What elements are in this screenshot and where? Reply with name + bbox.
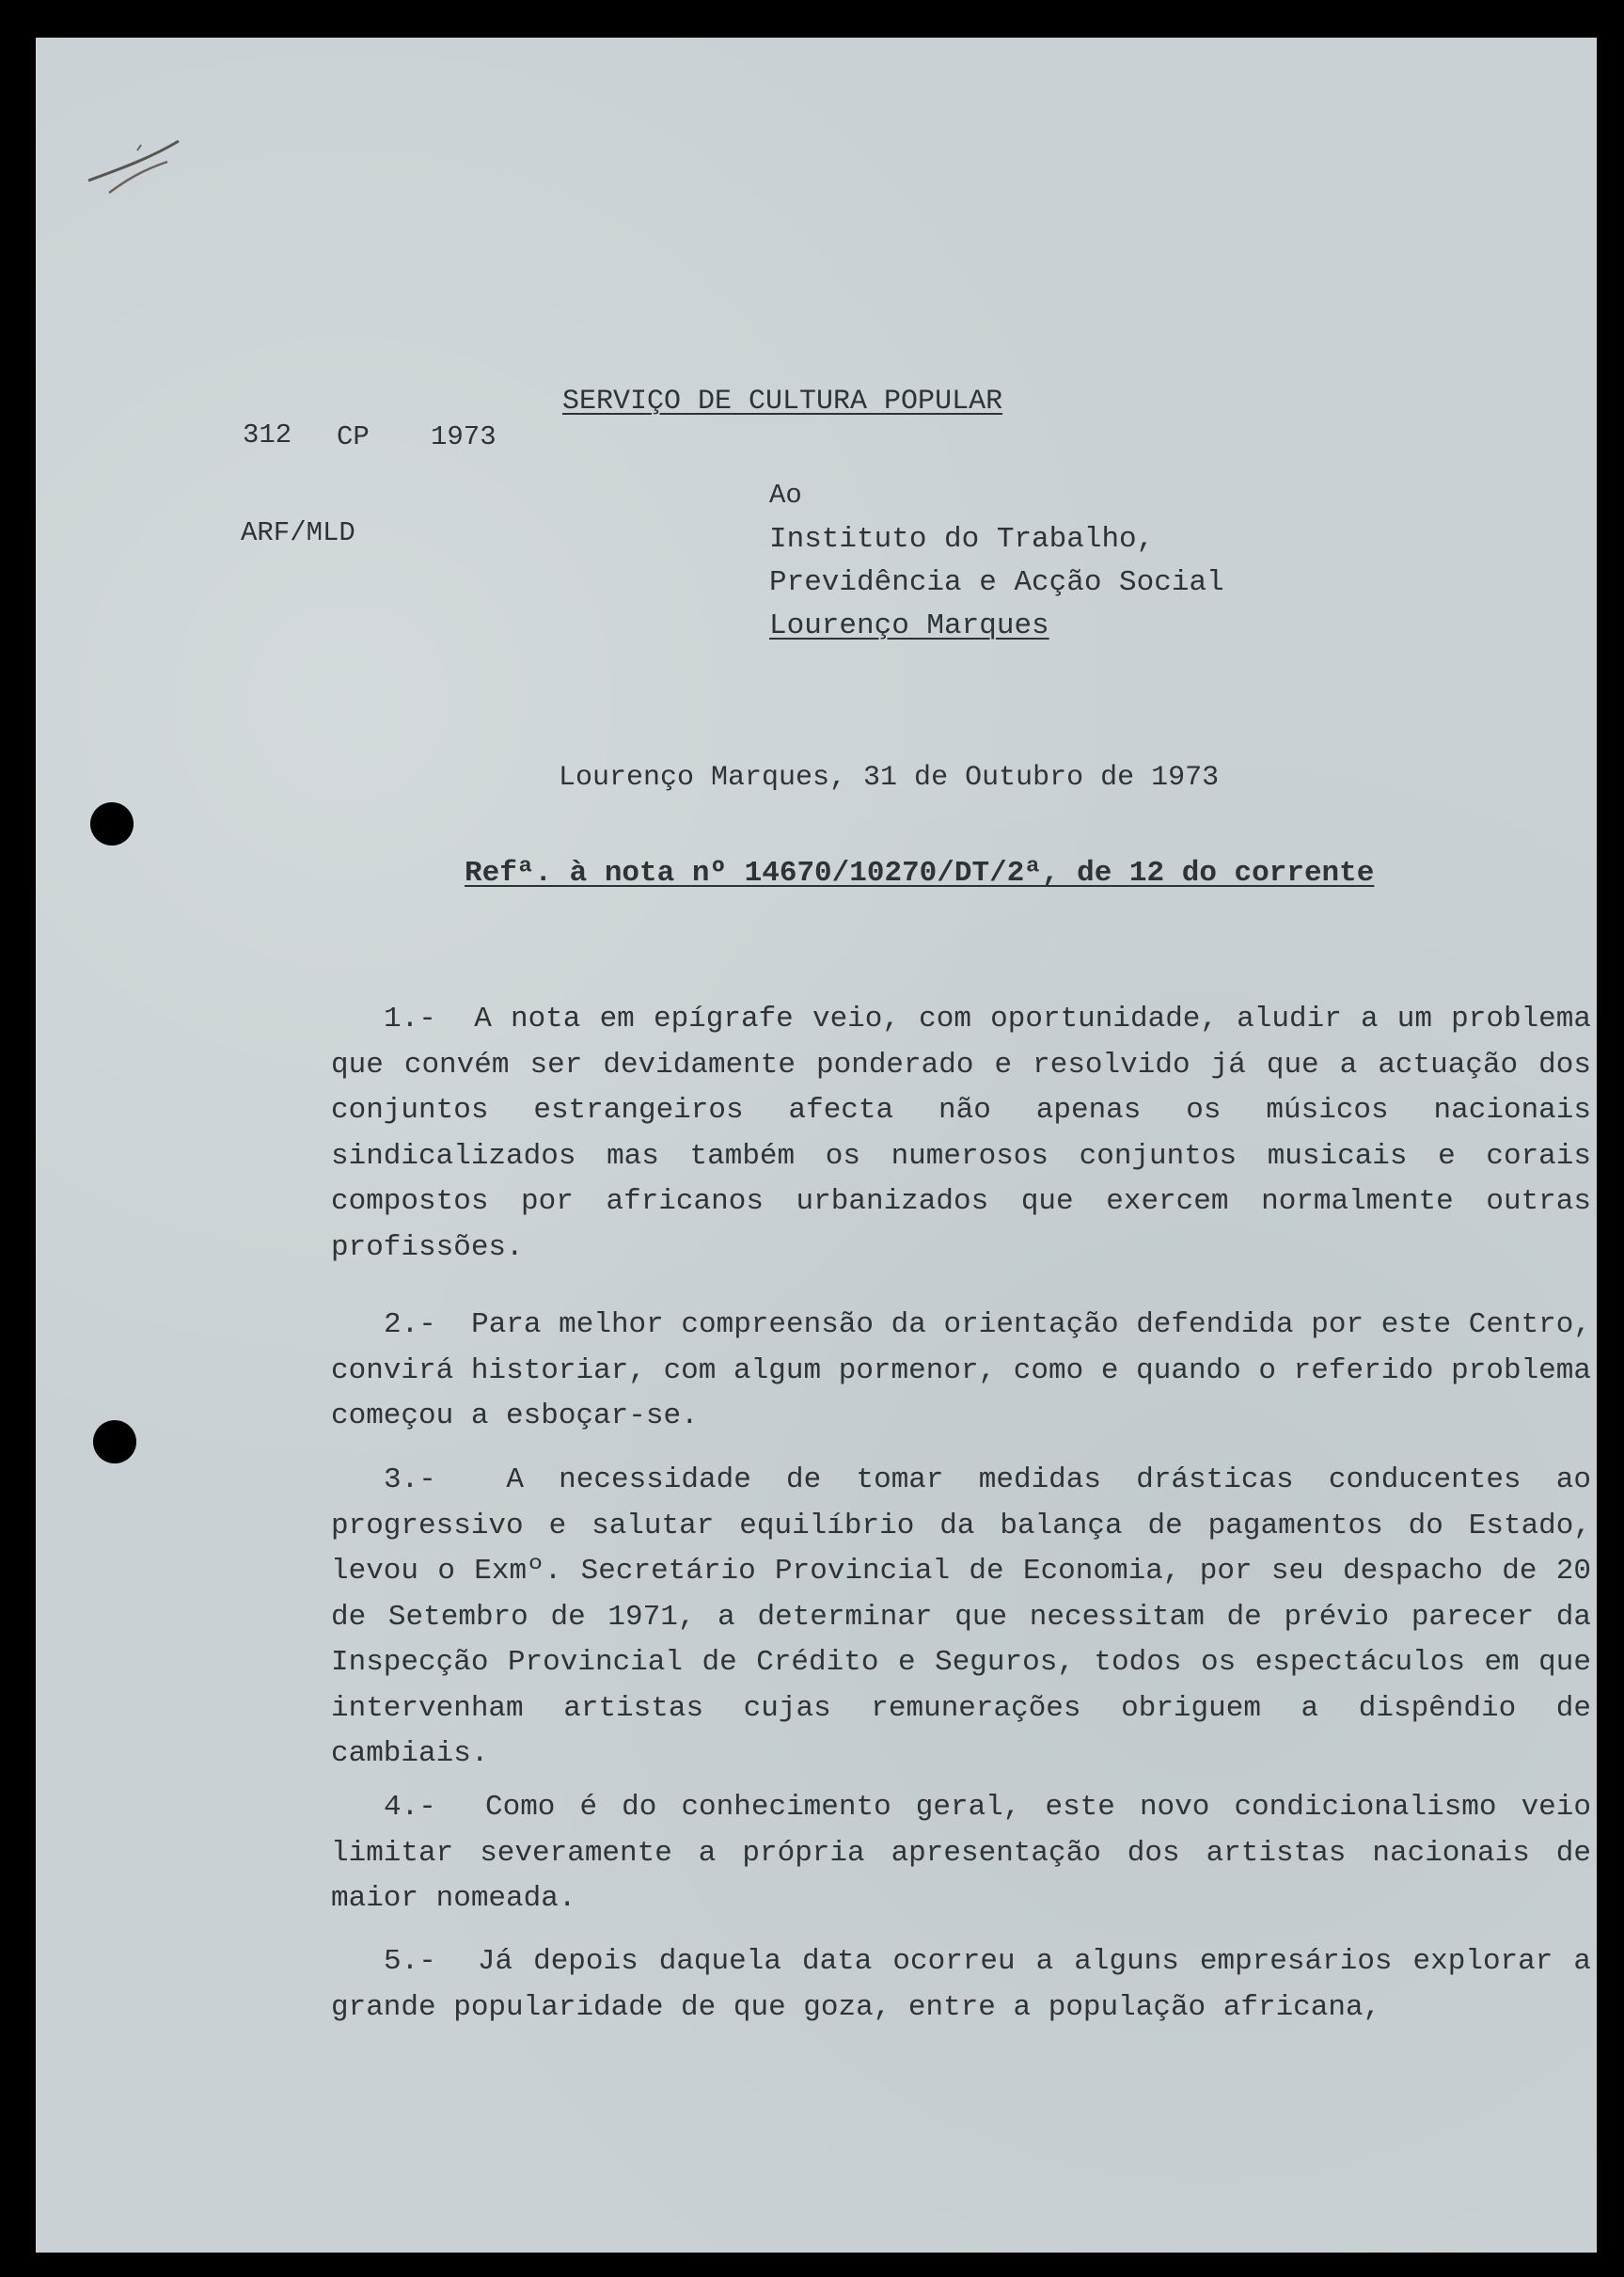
paragraph-5 (331, 1939, 1591, 2031)
document-title: SERVIÇO DE CULTURA POPULAR (562, 386, 1003, 418)
pen-mark (81, 103, 222, 207)
paragraph-3 (331, 1458, 1591, 1778)
recipient-line-2: Instituto do Trabalho, (769, 523, 1155, 556)
paragraph-text: Como é do conhecimento geral, este novo condicionalismo veio limitar severamente a própria apresentação dos artistas nacionais de maior nomeada. (331, 1791, 1591, 1915)
reference-code: CP (337, 421, 370, 452)
paragraph-number: 2.- (384, 1308, 436, 1341)
document-sheet (36, 38, 1597, 2253)
paragraph-number: 5.- (384, 1945, 436, 1978)
paragraph-1 (331, 997, 1591, 1271)
paragraph-text: Para melhor compreensão da orientação defendida por este Centro, convirá historiar, com algum pormenor, como e quando o referido problema começou a esboçar-se. (331, 1308, 1591, 1432)
paragraph-text: A nota em epígrafe veio, com oportunidade, aludir a um problema que convém ser devidamente ponderado e resolvido já que a actuação dos conjuntos estrangeiros afecta não apenas os músicos nacionais sindicalizados mas também os numerosos conjuntos musicais e corais compostos por africanos urbanizados que exercem normalmente outras profissões. (331, 1003, 1591, 1264)
paragraph-number: 4.- (384, 1791, 436, 1824)
paragraph-2 (331, 1303, 1591, 1440)
reference-number: 312 (243, 419, 292, 451)
paragraph-number: 3.- (384, 1463, 436, 1496)
reference-line: Refª. à nota nº 14670/10270/DT/2ª, de 12 do corrente (465, 857, 1375, 890)
date-line: Lourenço Marques, 31 de Outubro de 1973 (559, 762, 1220, 794)
recipient-line-1: Ao (769, 480, 802, 511)
paragraph-number: 1.- (384, 1003, 436, 1036)
author-initials: ARF/MLD (241, 517, 355, 548)
punch-hole-top (90, 802, 134, 846)
paragraph-text: A necessidade de tomar medidas drásticas conducentes ao progressivo e salutar equilíbrio da balança de pagamentos do Estado, levou o Exmº. Secretário Provincial de Economia, por seu despacho de 20 de Setembro de 1971, a determinar que necessitam de prévio parecer da Inspecção Provincial de Crédito e Seguros, todos os espectáculos em que intervenham artistas cujas remunerações obriguem a dispêndio de cambiais. (331, 1463, 1591, 1770)
punch-hole-bottom (93, 1420, 136, 1463)
paragraph-4 (331, 1785, 1591, 1922)
reference-year: 1973 (431, 421, 497, 452)
recipient-city: Lourenço Marques (769, 609, 1049, 642)
paragraph-text: Já depois daquela data ocorreu a alguns empresários explorar a grande popularidade de que goza, entre a população africana, (331, 1945, 1591, 2024)
recipient-line-3: Previdência e Acção Social (769, 566, 1224, 599)
